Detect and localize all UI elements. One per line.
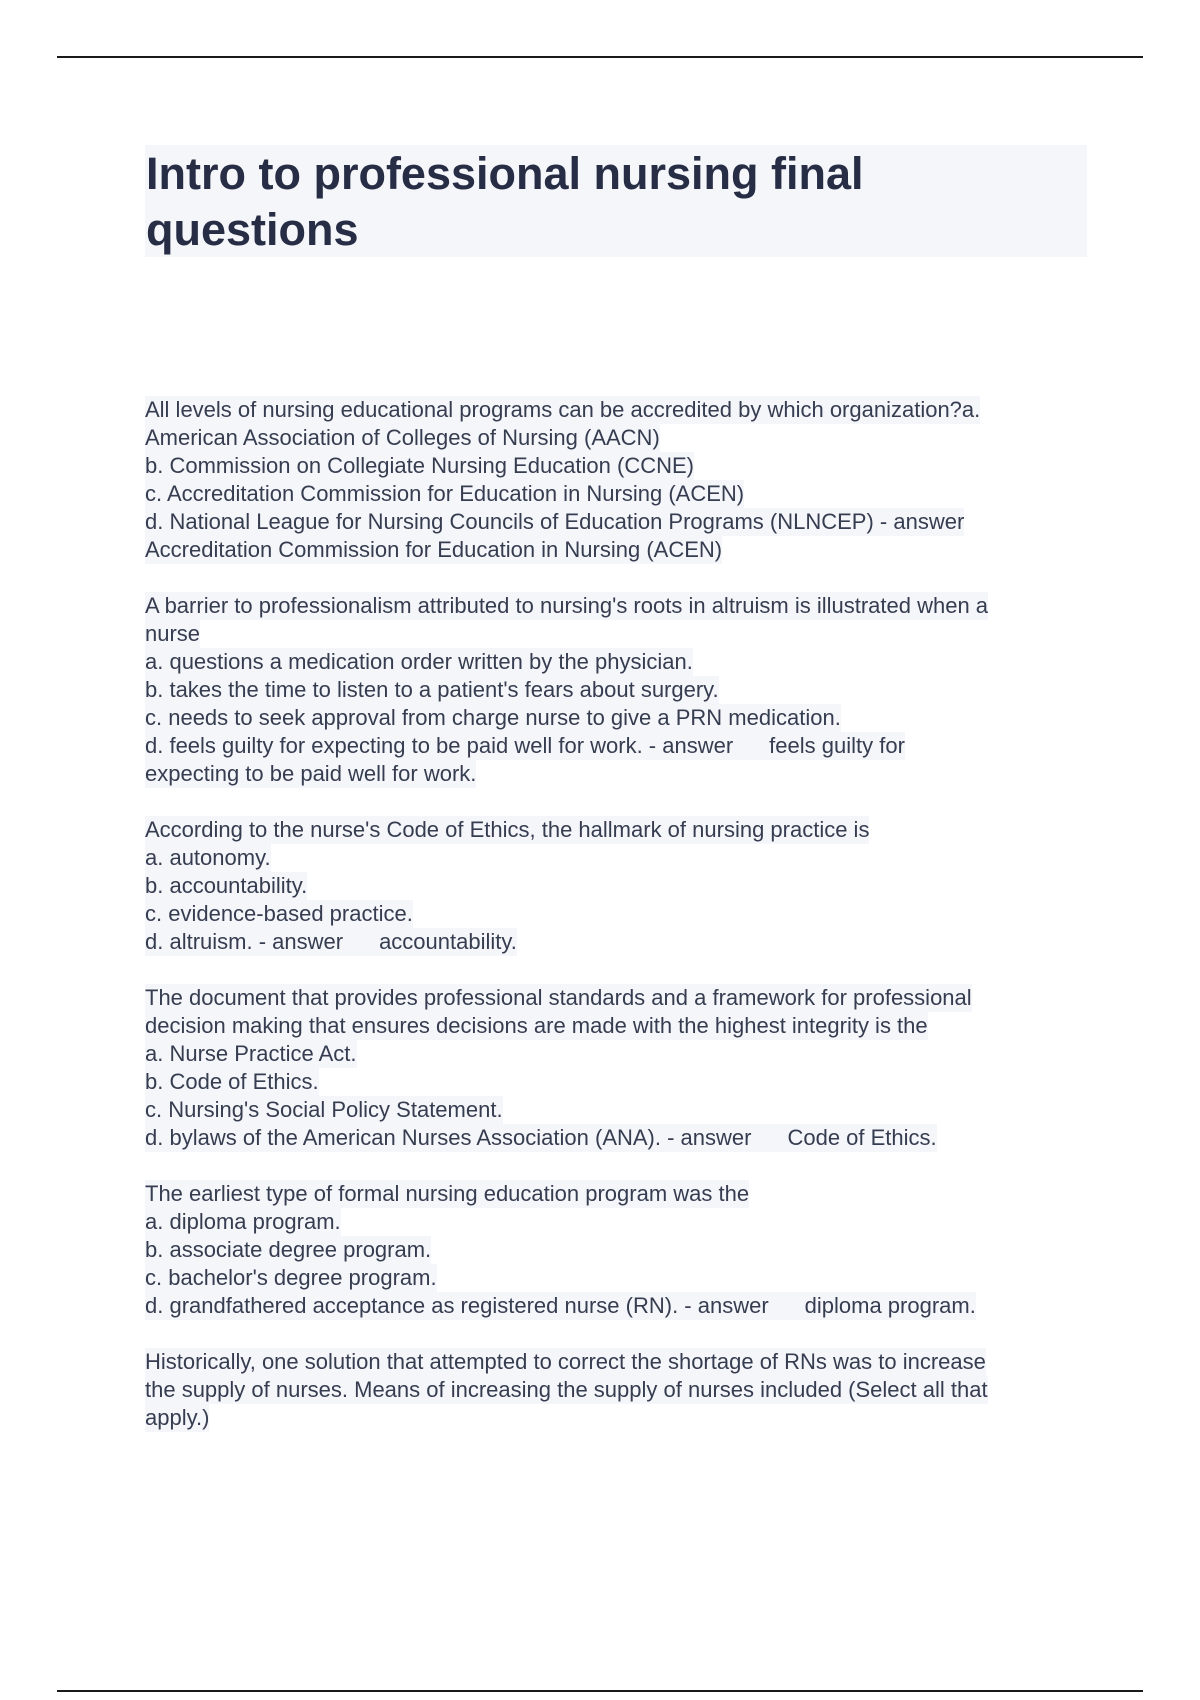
option-c: c. Accreditation Commission for Education in Nursing (ACEN)	[145, 481, 745, 506]
option-c: c. bachelor's degree program.	[145, 1265, 437, 1290]
title-line-1: Intro to professional nursing final	[146, 148, 864, 199]
top-rule	[57, 56, 1143, 58]
option-a: a. diploma program.	[145, 1209, 341, 1234]
question-text: According to the nurse's Code of Ethics, the hallmark of nursing practice is	[145, 817, 870, 842]
option-d-text: d. bylaws of the American Nurses Association (ANA). - answer	[145, 1125, 752, 1150]
answer-text: accountability.	[379, 929, 517, 954]
option-b: b. associate degree program.	[145, 1237, 432, 1262]
question-text: All levels of nursing educational programs can be accredited by which organization?a.	[145, 397, 981, 422]
option-d-with-answer	[145, 1292, 976, 1320]
option-a: a. questions a medication order written by the physician.	[145, 649, 693, 674]
option-b: b. Commission on Collegiate Nursing Education (CCNE)	[145, 453, 695, 478]
question-text: American Association of Colleges of Nursing (AACN)	[145, 425, 660, 450]
option-d-with-answer	[145, 1124, 937, 1152]
answer-text: Code of Ethics.	[787, 1125, 937, 1150]
question-text: The document that provides professional standards and a framework for professional	[145, 985, 972, 1010]
option-c: c. Nursing's Social Policy Statement.	[145, 1097, 503, 1122]
question-block-1	[145, 396, 1105, 564]
answer-text: diploma program.	[804, 1293, 976, 1318]
option-d-text: d. altruism. - answer	[145, 929, 344, 954]
option-b: b. accountability.	[145, 873, 308, 898]
question-text: A barrier to professionalism attributed to nursing's roots in altruism is illustrated when a	[145, 593, 989, 618]
option-d-with-answer: d. National League for Nursing Councils of Education Programs (NLNCEP) - answer	[145, 509, 965, 534]
answer-text: feels guilty for	[769, 733, 905, 758]
question-text: decision making that ensures decisions are made with the highest integrity is the	[145, 1013, 928, 1038]
option-c: c. needs to seek approval from charge nurse to give a PRN medication.	[145, 705, 841, 730]
document-title	[146, 146, 1076, 258]
question-block-6	[145, 1348, 1105, 1432]
question-text: The earliest type of formal nursing education program was the	[145, 1181, 750, 1206]
question-block-5	[145, 1180, 1105, 1320]
answer-continuation: expecting to be paid well for work.	[145, 761, 477, 786]
answer-text: Accreditation Commission for Education in Nursing (ACEN)	[145, 537, 723, 562]
option-a: a. Nurse Practice Act.	[145, 1041, 357, 1066]
question-text: nurse	[145, 621, 201, 646]
option-a: a. autonomy.	[145, 845, 271, 870]
option-d-text: d. feels guilty for expecting to be paid well for work. - answer	[145, 733, 734, 758]
question-block-2	[145, 592, 1105, 788]
option-d-text: d. grandfathered acceptance as registered nurse (RN). - answer	[145, 1293, 769, 1318]
question-text: Historically, one solution that attempted to correct the shortage of RNs was to increase	[145, 1349, 986, 1374]
option-d-with-answer	[145, 928, 517, 956]
bottom-rule	[57, 1690, 1143, 1692]
question-block-3	[145, 816, 1105, 956]
question-block-4	[145, 984, 1105, 1152]
question-text: the supply of nurses. Means of increasing the supply of nurses included (Select all that	[145, 1377, 988, 1402]
title-line-2: questions	[146, 204, 359, 255]
option-c: c. evidence-based practice.	[145, 901, 413, 926]
option-b: b. Code of Ethics.	[145, 1069, 319, 1094]
question-text: apply.)	[145, 1405, 210, 1430]
option-d-with-answer	[145, 732, 905, 760]
questions-content	[145, 396, 1105, 1460]
option-b: b. takes the time to listen to a patient's fears about surgery.	[145, 677, 719, 702]
